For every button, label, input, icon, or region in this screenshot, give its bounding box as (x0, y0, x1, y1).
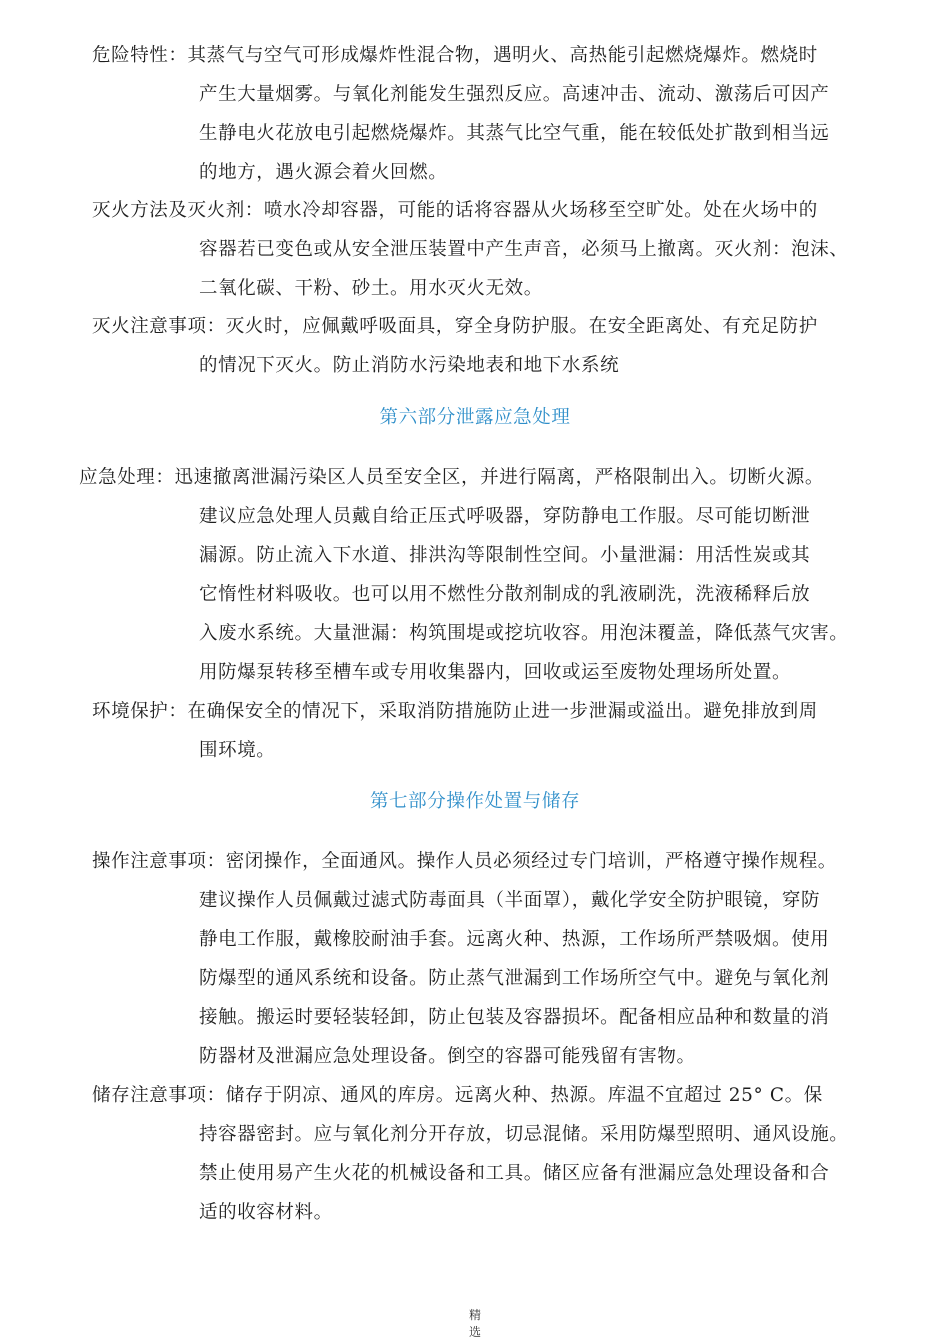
field-text-line: 其蒸气与空气可形成爆炸性混合物，遇明火、高热能引起燃烧爆炸。燃烧时 (187, 45, 818, 66)
field-label-environment: 环境保护：在确保安全的情况下，采取消防措施防止进一步泄漏或溢出。避免排放到周 (92, 701, 818, 722)
field-text-line: 持容器密封。应与氧化剂分开存放，切忌混储。采用防爆型照明、通风设施。 (199, 1124, 849, 1145)
section-title-7: 第七部分操作处置与储存 (369, 791, 581, 812)
field-label-handling: 操作注意事项：密闭操作，全面通风。操作人员必须经过专门培训，严格遵守操作规程。 (92, 851, 837, 872)
field-text-line: 储存于阴凉、通风的库房。远离火种、热源。库温不宜超过 25° C。保 (225, 1085, 823, 1106)
field-text-line: 灭火时，应佩戴呼吸面具，穿全身防护服。在安全距离处、有充足防护 (225, 316, 818, 337)
field-text-line: 在确保安全的情况下，采取消防措施防止进一步泄漏或溢出。避免排放到周 (187, 701, 818, 722)
section-title-6: 第六部分泄露应急处理 (379, 407, 571, 428)
field-text-line: 接触。搬运时要轻装轻卸，防止包装及容器损坏。配备相应品种和数量的消 (199, 1007, 830, 1028)
field-text-line: 围环境。 (199, 740, 276, 761)
field-label-extinguishing: 灭火方法及灭火剂：喷水冷却容器，可能的话将容器从火场移至空旷处。处在火场中的 (92, 200, 818, 221)
field-text-line: 适的收容材料。 (199, 1202, 333, 1223)
field-text-line: 禁止使用易产生火花的机械设备和工具。储区应备有泄漏应急处理设备和合 (199, 1163, 830, 1184)
field-text-line: 二氧化碳、干粉、砂土。用水灭火无效。 (199, 278, 543, 299)
field-text-line: 产生大量烟雾。与氧化剂能发生强烈反应。高速冲击、流动、激荡后可因产 (199, 84, 830, 105)
footer-mark-line1: 精 (468, 1308, 481, 1322)
field-text-line: 喷水冷却容器，可能的话将容器从火场移至空旷处。处在火场中的 (263, 200, 818, 221)
field-text-line: 它惰性材料吸收。也可以用不燃性分散剂制成的乳液刷洗，洗液稀释后放 (199, 584, 811, 605)
field-text-line: 防器材及泄漏应急处理设备。倒空的容器可能残留有害物。 (199, 1046, 696, 1067)
field-label-firefighting-notes: 灭火注意事项：灭火时，应佩戴呼吸面具，穿全身防护服。在安全距离处、有充足防护 (92, 316, 818, 337)
field-text-line: 静电工作服，戴橡胶耐油手套。远离火种、热源，工作场所严禁吸烟。使用 (199, 929, 830, 950)
field-text-line: 入废水系统。大量泄漏：构筑围堤或挖坑收容。用泡沫覆盖，降低蒸气灾害。 (199, 623, 849, 644)
field-text-line: 迅速撤离泄漏污染区人员至安全区，并进行隔离，严格限制出入。切断火源。 (174, 467, 824, 488)
field-text-line: 建议操作人员佩戴过滤式防毒面具（半面罩），戴化学安全防护眼镜，穿防 (199, 890, 821, 911)
field-text-line: 的地方，遇火源会着火回燃。 (199, 162, 448, 183)
field-text-line: 用防爆泵转移至槽车或专用收集器内，回收或运至废物处理场所处置。 (199, 662, 792, 683)
field-label-hazard: 危险特性：其蒸气与空气可形成爆炸性混合物，遇明火、高热能引起燃烧爆炸。燃烧时 (92, 45, 818, 66)
field-text-line: 的情况下灭火。防止消防水污染地表和地下水系统 (199, 355, 620, 376)
field-text-line: 建议应急处理人员戴自给正压式呼吸器，穿防静电工作服。尽可能切断泄 (199, 506, 811, 527)
field-text-line: 防爆型的通风系统和设备。防止蒸气泄漏到工作场所空气中。避免与氧化剂 (199, 968, 830, 989)
field-label-storage: 储存注意事项：储存于阴凉、通风的库房。远离火种、热源。库温不宜超过 25° C。保 (92, 1085, 823, 1106)
footer-mark-line2: 选 (468, 1325, 481, 1339)
field-text-line: 密闭操作，全面通风。操作人员必须经过专门培训，严格遵守操作规程。 (225, 851, 837, 872)
field-text-line: 漏源。防止流入下水道、排洪沟等限制性空间。小量泄漏：用活性炭或其 (199, 545, 811, 566)
field-label-emergency: 应急处理：迅速撤离泄漏污染区人员至安全区，并进行隔离，严格限制出入。切断火源。 (79, 467, 824, 488)
field-text-line: 生静电火花放电引起燃烧爆炸。其蒸气比空气重，能在较低处扩散到相当远 (199, 123, 830, 144)
field-text-line: 容器若已变色或从安全泄压装置中产生声音，必须马上撤离。灭火剂：泡沫、 (199, 239, 849, 260)
